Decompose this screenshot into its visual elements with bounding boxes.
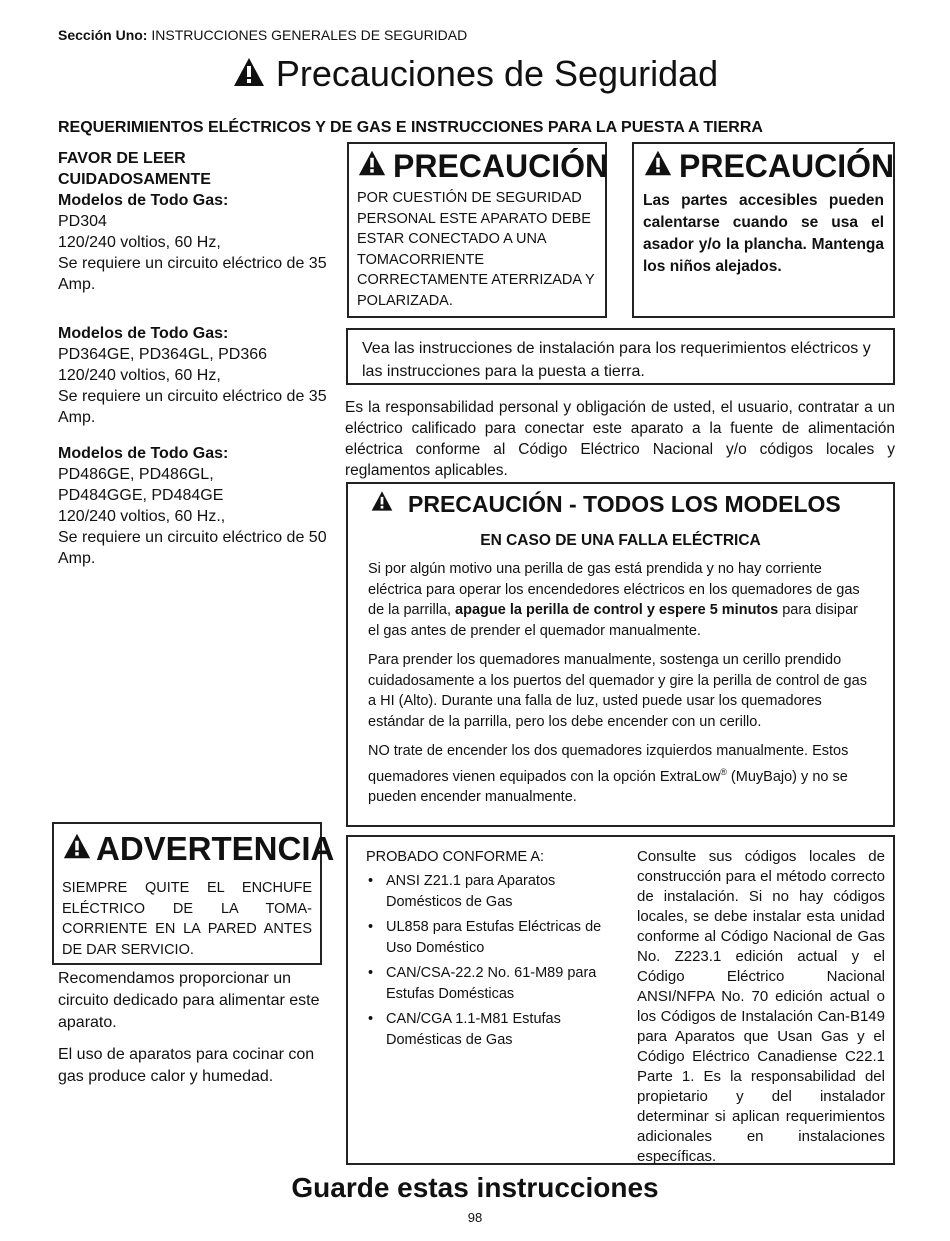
warning-triangle-icon xyxy=(62,830,92,868)
paragraph-text: para disipar el gas antes de prender el quemador manualmente. xyxy=(368,602,858,639)
local-codes-paragraph: Consulte sus códigos locales de construcción para el método correcto de instalación. Si no hay códigos locales, se debe instalar esta unidad conforme al Código Nacional de Gas No. Z223.1 edición actual y el Código Eléctrico Nacional ANSI/NFPA No. 70 edición actual o los Códigos de Instalación Can-B149 para Aparatos que Usan Gas y el Código Eléctrico Canadiense C22.1 Parte 1. Es la responsabilidad del propietario y del instalador determinar si aplican requerimientos adicionales en instalaciones específicas. xyxy=(637,848,885,1165)
caution-text: Las partes accesibles pueden calentarse cuando se usa el asador y/o la plancha. Mantenga los niños alejados. xyxy=(643,192,884,275)
models-list: PD304 xyxy=(58,213,107,230)
recommend-paragraph: El uso de aparatos para cocinar con gas produce calor y humedad. xyxy=(58,1046,315,1085)
caution-hot-box xyxy=(632,142,895,318)
power-failure-paragraph xyxy=(368,559,873,641)
recommendations xyxy=(58,968,320,1098)
extralow-paragraph xyxy=(368,741,873,807)
recommend-paragraph: Recomendamos proporcionar un circuito dedicado para alimentar este aparato. xyxy=(58,970,320,1031)
paragraph-emphasis: apague la perilla de control y espere 5 minutos xyxy=(455,602,779,618)
caution-grounding-box xyxy=(347,142,607,318)
models-group xyxy=(58,323,330,428)
caution-text: POR CUESTIÓN DE SEGURIDAD PERSONAL ESTE APARATO DEBE ESTAR CONECTADO A UNA TOMACORRIENTE CORRECTAMENTE ATERRIZADA Y POLARIZADA. xyxy=(357,190,595,309)
section-label: Sección Uno: xyxy=(58,27,148,43)
certification-box xyxy=(346,835,895,1165)
warning-triangle-icon xyxy=(370,490,394,518)
warning-triangle-icon xyxy=(232,54,266,98)
page-title-row xyxy=(0,52,950,98)
section-line xyxy=(58,27,467,43)
page-title: Precauciones de Seguridad xyxy=(275,53,719,94)
list-item: • ANSI Z21.1 para Aparatos Domésticos de Gas xyxy=(366,871,606,912)
all-models-title: PRECAUCIÓN - TODOS LOS MODELOS xyxy=(408,490,841,517)
section-name: INSTRUCCIONES GENERALES DE SEGURIDAD xyxy=(151,27,468,43)
list-item: • CAN/CGA 1.1-M81 Estufas Domésticas de Gas xyxy=(366,1009,606,1050)
certification-list xyxy=(366,871,606,1050)
caution-title-row xyxy=(357,148,609,184)
warning-title-row xyxy=(62,830,335,868)
circuit-text: Se requiere un circuito eléctrico de 35 Amp. xyxy=(58,388,327,426)
models-column xyxy=(58,148,330,295)
voltage-text: 120/240 voltios, 60 Hz, xyxy=(58,234,221,251)
requirements-heading: REQUERIMIENTOS ELÉCTRICOS Y DE GAS E INSTRUCCIONES PARA LA PUESTA A TIERRA xyxy=(58,119,763,136)
manual-lighting-paragraph: Para prender los quemadores manualmente, sostenga un cerillo prendido cuidadosamente a los puertos del quemador y gire la perilla de control de gas a HI (Alto). Durante una falla de luz, usted puede usar los quemadores estándar de la parrilla, pero los debe encender con un cerillo. xyxy=(368,652,867,730)
warning-triangle-icon xyxy=(643,148,673,184)
list-item: • UL858 para Estufas Eléctricas de Uso Doméstico xyxy=(366,917,606,958)
see-instructions-box: Vea las instrucciones de instalación para los requerimientos eléctricos y las instrucciones para la puesta a tierra. xyxy=(346,328,895,385)
paragraph-text: Si por algún motivo una perilla de gas está prendida y no hay corriente eléctrica para operar los encendedores eléctricos en los quemadores de gas de la parrilla, xyxy=(368,561,860,618)
save-instructions-footer: Guarde estas instrucciones xyxy=(291,1172,659,1203)
registered-mark: ® xyxy=(720,766,727,777)
caution-title-row xyxy=(643,148,895,184)
warning-text: SIEMPRE QUITE EL ENCHUFE ELÉCTRICO DE LA TOMA-CORRIENTE EN LA PARED ANTES DE DAR SERVICIO. xyxy=(62,880,312,958)
models-heading: Modelos de Todo Gas: xyxy=(58,325,229,342)
circuit-text: Se requiere un circuito eléctrico de 50 Amp. xyxy=(58,529,327,567)
caution-title: PRECAUCIÓN xyxy=(393,148,609,184)
paragraph-text: (MuyBajo) y no se pueden encender manualmente. xyxy=(368,768,848,805)
all-models-caution-box xyxy=(346,482,895,827)
read-carefully-heading: FAVOR DE LEER CUIDADOSAMENTE xyxy=(58,150,211,188)
certification-list-column xyxy=(366,849,606,1055)
voltage-text: 120/240 voltios, 60 Hz, xyxy=(58,367,221,384)
models-list: PD486GE, PD486GL, PD484GGE, PD484GE xyxy=(58,466,224,504)
list-item: • CAN/CSA-22.2 No. 61-M89 para Estufas Domésticas xyxy=(366,963,606,1004)
certification-heading: PROBADO CONFORME A: xyxy=(366,849,545,865)
warning-triangle-icon xyxy=(357,148,387,184)
models-list: PD364GE, PD364GL, PD366 xyxy=(58,346,268,363)
warning-title: ADVERTENCIA xyxy=(96,830,335,867)
caution-title: PRECAUCIÓN xyxy=(679,148,895,184)
all-models-subtitle: EN CASO DE UNA FALLA ELÉCTRICA xyxy=(480,532,761,549)
all-models-title-row xyxy=(370,490,873,518)
models-group xyxy=(58,443,330,569)
responsibility-paragraph: Es la responsabilidad personal y obligación de usted, el usuario, contratar a un eléctrico calificado para conectar este aparato a la fuente de alimentación eléctrica conforme al Código Eléctrico Nacional y/o códigos locales y reglamentos aplicables. xyxy=(345,399,895,479)
models-heading: Modelos de Todo Gas: xyxy=(58,192,229,209)
page-number: 98 xyxy=(467,1210,483,1225)
warning-box xyxy=(52,822,335,965)
voltage-text: 120/240 voltios, 60 Hz., xyxy=(58,508,226,525)
circuit-text: Se requiere un circuito eléctrico de 35 Amp. xyxy=(58,255,327,293)
models-heading: Modelos de Todo Gas: xyxy=(58,445,229,462)
paragraph-text: NO trate de encender los dos quemadores izquierdos manualmente. Estos quemadores vienen equipados con la opción ExtraLow xyxy=(368,743,849,785)
